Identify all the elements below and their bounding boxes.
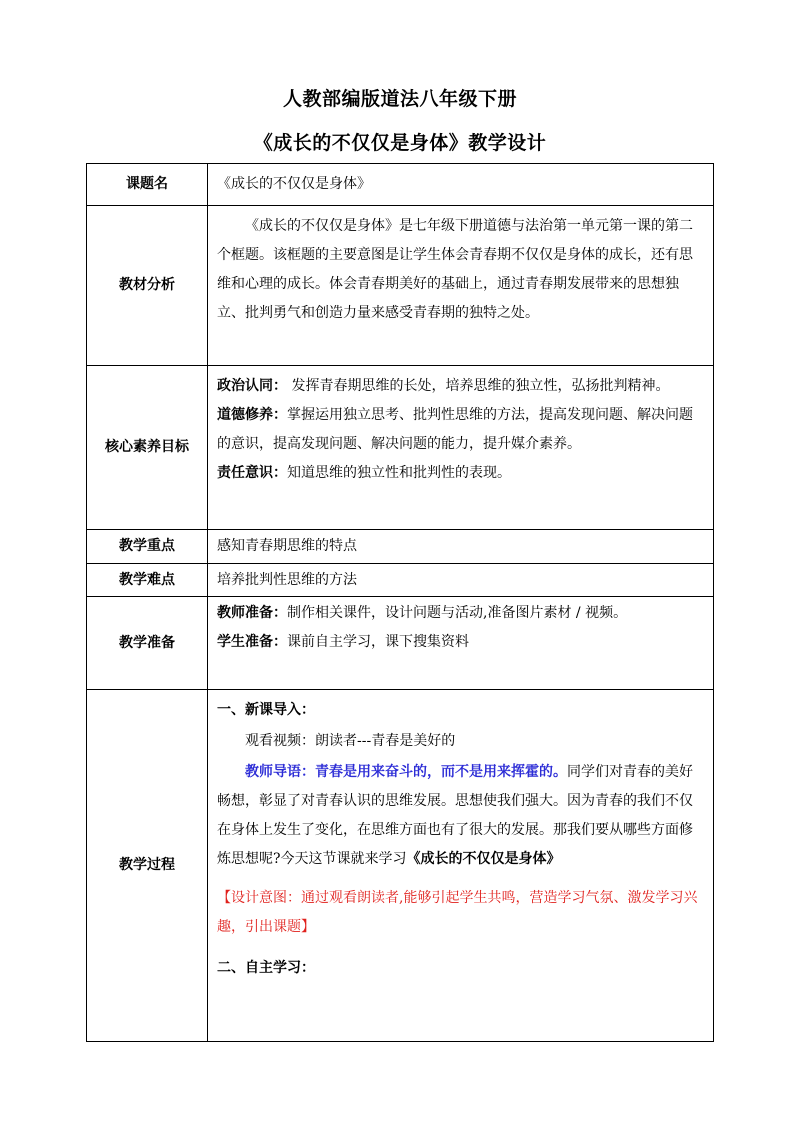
teacher-guide <box>217 758 703 874</box>
topic-value: 《成长的不仅仅是身体》 <box>208 164 714 206</box>
guide-key: 教师导语： <box>245 764 315 780</box>
teacher-preparation <box>217 599 703 628</box>
row-topic <box>87 164 714 206</box>
goal-moral <box>217 401 703 459</box>
analysis-text: 《成长的不仅仅是身体》是七年级下册道德与法治第一单元第一课的第二个框题。该框题的主要意图是让学生体会青春期不仅仅是身体的成长，还有思维和心理的成长。体会青春期美好的基础上，通过青春期发展带来的思想独立、批判勇气和创造力量来感受青春期的独特之处。 <box>217 218 693 321</box>
goal-political-text: 发挥青春期思维的长处，培养思维的独立性，弘扬批判精神。 <box>287 378 670 394</box>
process-label: 教学过程 <box>87 690 208 1042</box>
goal-responsibility <box>217 459 703 488</box>
row-difficulty <box>87 564 714 597</box>
section1-title: 一、新课导入： <box>217 702 315 718</box>
video-line: 观看视频：朗读者---青春是美好的 <box>245 733 456 749</box>
student-preparation <box>217 628 703 657</box>
difficulty-label: 教学难点 <box>87 564 208 597</box>
key-point-label: 教学重点 <box>87 530 208 564</box>
document-subtitle: 《成长的不仅仅是身体》教学设计 <box>253 132 547 154</box>
topic-label: 课题名 <box>87 164 208 206</box>
teacher-preparation-key: 教师准备： <box>217 605 287 621</box>
goal-responsibility-key: 责任意识： <box>217 465 287 481</box>
row-key-point <box>87 530 714 564</box>
guide-title: 《成长的不仅仅是身体》 <box>406 851 561 867</box>
key-point-value: 感知青春期思维的特点 <box>208 530 714 564</box>
goal-moral-key: 道德修养： <box>217 407 287 423</box>
document-title: 人教部编版道法八年级下册 <box>282 88 517 110</box>
row-process <box>87 690 714 1042</box>
design-intent: 【设计意图：通过观看朗读者,能够引起学生共鸣，营造学习气氛、激发学习兴趣，引出课题】 <box>217 890 698 935</box>
preparation-label: 教学准备 <box>87 597 208 690</box>
lesson-plan-table <box>86 163 714 1042</box>
analysis-label: 教材分析 <box>87 206 208 366</box>
row-analysis <box>87 206 714 366</box>
goal-political <box>217 372 703 401</box>
row-goals <box>87 366 714 530</box>
goal-moral-text: 掌握运用独立思考、批判性思维的方法，提高发现问题、解决问题的意识，提高发现问题、解决问题的能力，提升媒介素养。 <box>217 407 693 452</box>
teacher-preparation-text: 制作相关课件，设计问题与活动,准备图片素材 / 视频。 <box>287 605 628 621</box>
row-preparation <box>87 597 714 690</box>
guide-text: 同学们对青春的美好畅想，彰显了对青春认识的思维发展。思想使我们强大。因为青春的我们不仅在身体上发生了变化，在思维方面也有了很大的发展。那我们要从哪些方面修炼思想呢?今天这节课就来学习 <box>217 764 693 867</box>
student-preparation-text: 课前自主学习，课下搜集资料 <box>287 634 469 650</box>
guide-quote: 青春是用来奋斗的，而不是用来挥霍的。 <box>315 764 567 780</box>
goals-label: 核心素养目标 <box>87 366 208 530</box>
student-preparation-key: 学生准备： <box>217 634 287 650</box>
difficulty-value: 培养批判性思维的方法 <box>208 564 714 597</box>
goal-responsibility-text: 知道思维的独立性和批判性的表现。 <box>287 465 511 481</box>
goal-political-key: 政治认同： <box>217 378 287 394</box>
section2-title: 二、自主学习： <box>217 960 315 976</box>
